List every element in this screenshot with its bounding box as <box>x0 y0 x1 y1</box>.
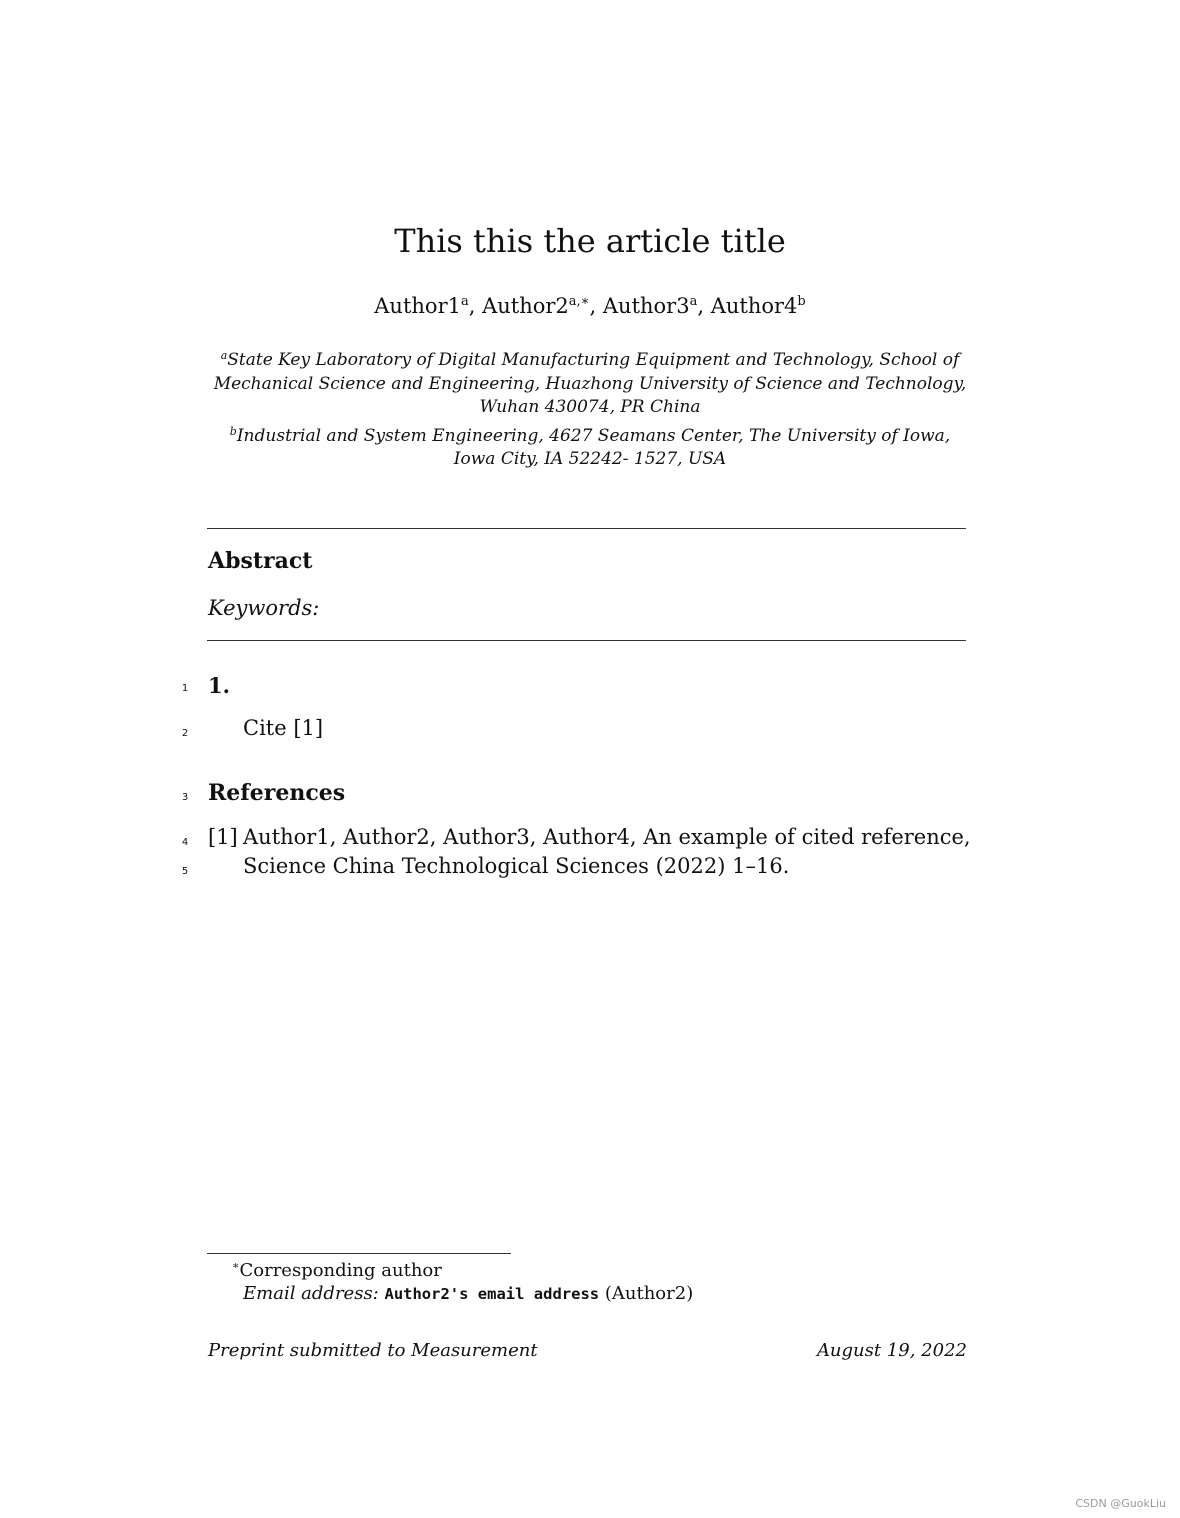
abstract-top-rule <box>207 528 966 529</box>
article-title: This this the article title <box>394 222 786 260</box>
affiliation-a-line: Mechanical Science and Engineering, Huazhong University of Science and Technology, <box>213 373 967 394</box>
preprint-note: Preprint submitted to Measurement <box>208 1340 538 1361</box>
author-name: Author2 <box>482 294 569 318</box>
author-affil-mark: b <box>797 294 806 309</box>
footnote-mark: ∗ <box>232 1259 240 1272</box>
author-name: Author1 <box>374 294 461 318</box>
affiliation-a-line: $^a$State Key Laboratory of Digital Manufacturing Equipment and Technology, School of <box>220 349 960 370</box>
line-number: 2 <box>181 728 189 739</box>
affiliation-b-line: $^b$Industrial and System Engineering, 4627 Seamans Center, The University of Iowa, <box>229 424 951 446</box>
author-list: Author1$^a$, $Author2^{a,∗}$, Author3$^a$, Author4$^b$ <box>374 294 806 318</box>
body-text: Cite [1] <box>243 716 324 740</box>
affiliation-b-line: Iowa City, IA 52242- 1527, USA <box>453 449 727 469</box>
section-number: 1. <box>208 673 230 698</box>
keywords-label: Keywords: <box>208 596 320 620</box>
reference-text-line: Science China Technological Sciences (2022) 1–16. <box>243 854 790 878</box>
footnote-email <box>243 1283 693 1304</box>
author-affil-mark: a <box>689 294 698 309</box>
affiliation-mark: b <box>229 424 237 438</box>
author-affil-mark: a <box>460 294 469 309</box>
references-heading: References <box>208 780 346 806</box>
line-number: 5 <box>181 866 189 877</box>
email-label: Email address: <box>243 1283 379 1304</box>
author-name: Author4 <box>710 294 798 318</box>
abstract-bottom-rule <box>207 640 966 641</box>
line-number: 4 <box>181 837 189 848</box>
author-name: Author3 <box>602 294 690 318</box>
watermark: CSDN @GuokLiu <box>1075 1497 1166 1510</box>
reference-label: [1] <box>208 825 238 849</box>
reference-text-line: Author1, Author2, Author3, Author4, An example of cited reference, <box>243 825 971 849</box>
footnote-rule <box>207 1253 511 1254</box>
line-number: 3 <box>181 792 189 803</box>
footnote-corresponding: ∗Corresponding author <box>232 1259 442 1281</box>
line-number: 1 <box>181 683 189 694</box>
author-affil-mark: a,∗ <box>568 294 590 309</box>
abstract-heading: Abstract <box>208 548 313 574</box>
footer-date: August 19, 2022 <box>816 1340 967 1361</box>
affiliation-mark: a <box>220 349 228 362</box>
affiliations <box>210 344 970 472</box>
email-owner: (Author2) <box>604 1283 694 1304</box>
email-address: Author2's email address <box>384 1285 600 1303</box>
affiliation-a-line: Wuhan 430074, PR China <box>479 397 701 417</box>
